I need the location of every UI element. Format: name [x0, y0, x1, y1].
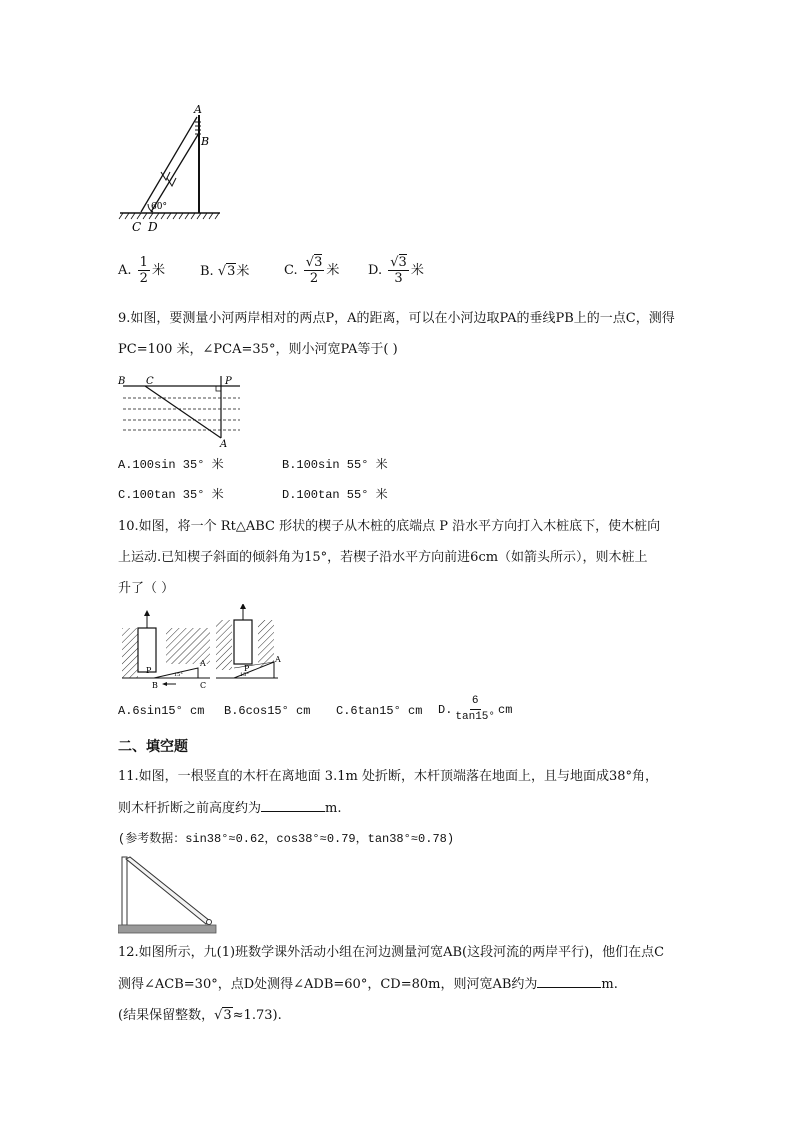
unit: 米: [326, 263, 340, 278]
text: m.: [601, 977, 618, 992]
text: 测得∠ACB=30°，点D处测得∠ADB=60°，CD=80m，则河宽AB约为: [118, 977, 538, 992]
option-label: D.: [368, 263, 383, 278]
q10-text-line2: 上运动.已知楔子斜面的倾斜角为15°，若楔子沿水平方向前进6cm（如箭头所示），则木桩上: [118, 550, 648, 565]
q9-option-b: B.100sin 55° 米: [282, 458, 388, 472]
q8-option-d: [368, 255, 424, 286]
fraction: [138, 255, 150, 286]
q12-text-line1: 12.如图所示，九(1)班数学课外活动小组在河边测量河宽AB(这段河流的两岸平行)，他们在点C: [118, 945, 665, 960]
radicand: 3: [398, 255, 407, 270]
label-a: A: [275, 655, 281, 664]
unit: 米: [151, 263, 165, 278]
q10-option-a: A.6sin15° cm: [118, 704, 205, 718]
figure-wedge: [118, 604, 288, 694]
fraction: [455, 694, 495, 725]
label-p: P: [244, 664, 250, 673]
q12-text-line3: [118, 1007, 282, 1025]
q10-text-line3: 升了（ ）: [118, 581, 175, 596]
option-label: B.: [200, 264, 214, 279]
numerator: 6: [470, 694, 481, 710]
q11-reference-data: (参考数据：sin38°≈0.62，cos38°≈0.79，tan38°≈0.78): [118, 832, 455, 846]
label-a: A: [200, 659, 206, 668]
unit: 米: [410, 263, 424, 278]
answer-blank[interactable]: [261, 799, 325, 812]
q9-option-a: A.100sin 35° 米: [118, 458, 224, 472]
q10-text-line1: 10.如图，将一个 Rt△ABC 形状的楔子从木桩的底端点 P 沿水平方向打入木桩底下，使木桩向: [118, 519, 661, 534]
section-title: 二、填空题: [118, 739, 188, 755]
label-b: B: [152, 681, 158, 690]
q10-option-c: C.6tan15° cm: [336, 704, 423, 718]
label-b: B: [118, 376, 126, 387]
figure-river: [115, 368, 245, 448]
q8-option-c: [284, 255, 339, 286]
label-angle: 15°: [240, 672, 249, 678]
unit: 米: [236, 264, 250, 279]
q8-option-b: [200, 263, 249, 281]
label-c: C: [146, 376, 154, 387]
denominator: 2: [309, 271, 319, 286]
radicand: 3: [227, 264, 236, 279]
answer-blank[interactable]: [537, 975, 601, 988]
option-label: C.: [284, 263, 298, 278]
label-a: A: [220, 439, 228, 448]
option-label: A.: [118, 263, 132, 278]
label-angle: 15°: [174, 672, 183, 678]
radicand: 3: [223, 1008, 232, 1023]
q11-text-line1: 11.如图，一根竖直的木杆在离地面 3.1m 处折断，木杆顶端落在地面上，且与地面成38°角，: [118, 769, 658, 784]
denominator: 2: [139, 271, 148, 286]
numerator: √3: [390, 255, 407, 270]
q10-option-b: B.6cos15° cm: [224, 704, 311, 718]
q9-option-c: C.100tan 35° 米: [118, 488, 224, 502]
text: 则木杆折断之前高度约为: [118, 801, 262, 816]
label-p: P: [225, 376, 232, 387]
label-c: C: [200, 681, 207, 690]
label-d: D: [148, 220, 158, 234]
label-c: C: [132, 220, 142, 234]
fraction: [304, 255, 325, 286]
sqrt: √3: [217, 264, 236, 279]
radicand: 3: [314, 255, 323, 270]
numerator: 1: [139, 255, 148, 270]
fraction: [388, 255, 409, 286]
figure-broken-pole: [118, 855, 218, 935]
text: (结果保留整数，: [118, 1008, 215, 1023]
denominator: 3: [394, 271, 403, 286]
q8-option-a: [118, 255, 165, 286]
q11-text-line2: [118, 799, 341, 818]
q9-text-line1: 9.如图，要测量小河两岸相对的两点P，A的距离，可以在小河边取PA的垂线PB上的一点C，测得: [118, 311, 675, 326]
unit: cm: [498, 702, 513, 717]
figure-ladder: [115, 100, 225, 235]
label-p: P: [146, 666, 152, 675]
text: ≈1.73).: [232, 1008, 282, 1023]
label-a: A: [194, 103, 202, 116]
label-b: B: [201, 135, 210, 148]
q10-option-d: [438, 694, 512, 725]
denominator: tan15°: [455, 711, 496, 723]
q9-text-line2: PC=100 米，∠PCA=35°，则小河宽PA等于( ): [118, 342, 398, 357]
q12-text-line2: [118, 975, 618, 994]
text: m.: [325, 801, 342, 816]
sqrt: √3: [214, 1008, 232, 1023]
label-angle-60: 60°: [151, 202, 167, 212]
q9-option-d: D.100tan 55° 米: [282, 488, 388, 502]
option-label: D.: [438, 702, 453, 717]
numerator: √3: [305, 255, 323, 270]
